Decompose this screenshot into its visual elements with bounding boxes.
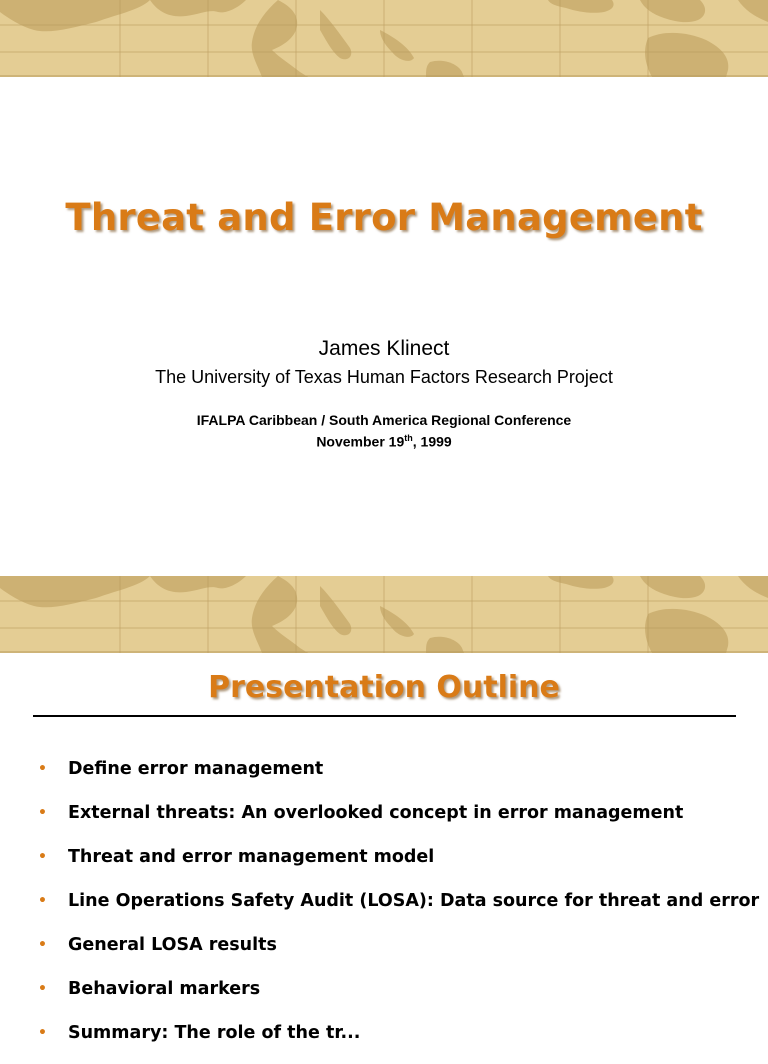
list-item-text: Define error management bbox=[68, 759, 324, 779]
outline-list bbox=[38, 756, 759, 1064]
bullet-icon: • bbox=[38, 761, 47, 777]
bullet-icon: • bbox=[38, 1025, 47, 1041]
date-ordinal-suffix: th bbox=[404, 433, 413, 443]
list-item-text: Behavioral markers bbox=[68, 979, 261, 999]
world-map-graphic bbox=[0, 0, 768, 77]
list-item bbox=[38, 756, 759, 800]
list-item bbox=[38, 800, 759, 844]
list-item bbox=[38, 844, 759, 888]
list-item bbox=[38, 1020, 759, 1064]
slide-title: Threat and Error Management bbox=[65, 196, 703, 239]
conference-name: IFALPA Caribbean / South America Regional Conference bbox=[196, 412, 572, 428]
bullet-icon: • bbox=[38, 849, 47, 865]
author-name: James Klinect bbox=[318, 337, 450, 360]
bullet-icon: • bbox=[38, 805, 47, 821]
presentation-date bbox=[0, 433, 768, 450]
slide-title: Presentation Outline bbox=[208, 670, 560, 705]
world-map-graphic bbox=[0, 576, 768, 653]
outline-slide bbox=[0, 576, 768, 1043]
list-item-text: Summary: The role of the tr... bbox=[68, 1023, 361, 1043]
title-divider bbox=[33, 715, 736, 717]
bullet-icon: • bbox=[38, 981, 47, 997]
list-item bbox=[38, 888, 759, 932]
list-item bbox=[38, 932, 759, 976]
world-map-banner bbox=[0, 0, 768, 77]
world-map-banner bbox=[0, 576, 768, 653]
list-item-text: Threat and error management model bbox=[68, 847, 435, 867]
list-item-text: General LOSA results bbox=[68, 935, 277, 955]
date-month-day: November 19 bbox=[316, 433, 405, 450]
bullet-icon: • bbox=[38, 893, 47, 909]
date-year: , 1999 bbox=[412, 433, 452, 450]
list-item bbox=[38, 976, 759, 1020]
list-item-text: External threats: An overlooked concept in error management bbox=[68, 803, 684, 823]
author-affiliation: The University of Texas Human Factors Research Project bbox=[155, 367, 613, 387]
bullet-icon: • bbox=[38, 937, 47, 953]
list-item-text: Line Operations Safety Audit (LOSA): Data source for threat and error bbox=[68, 891, 760, 911]
